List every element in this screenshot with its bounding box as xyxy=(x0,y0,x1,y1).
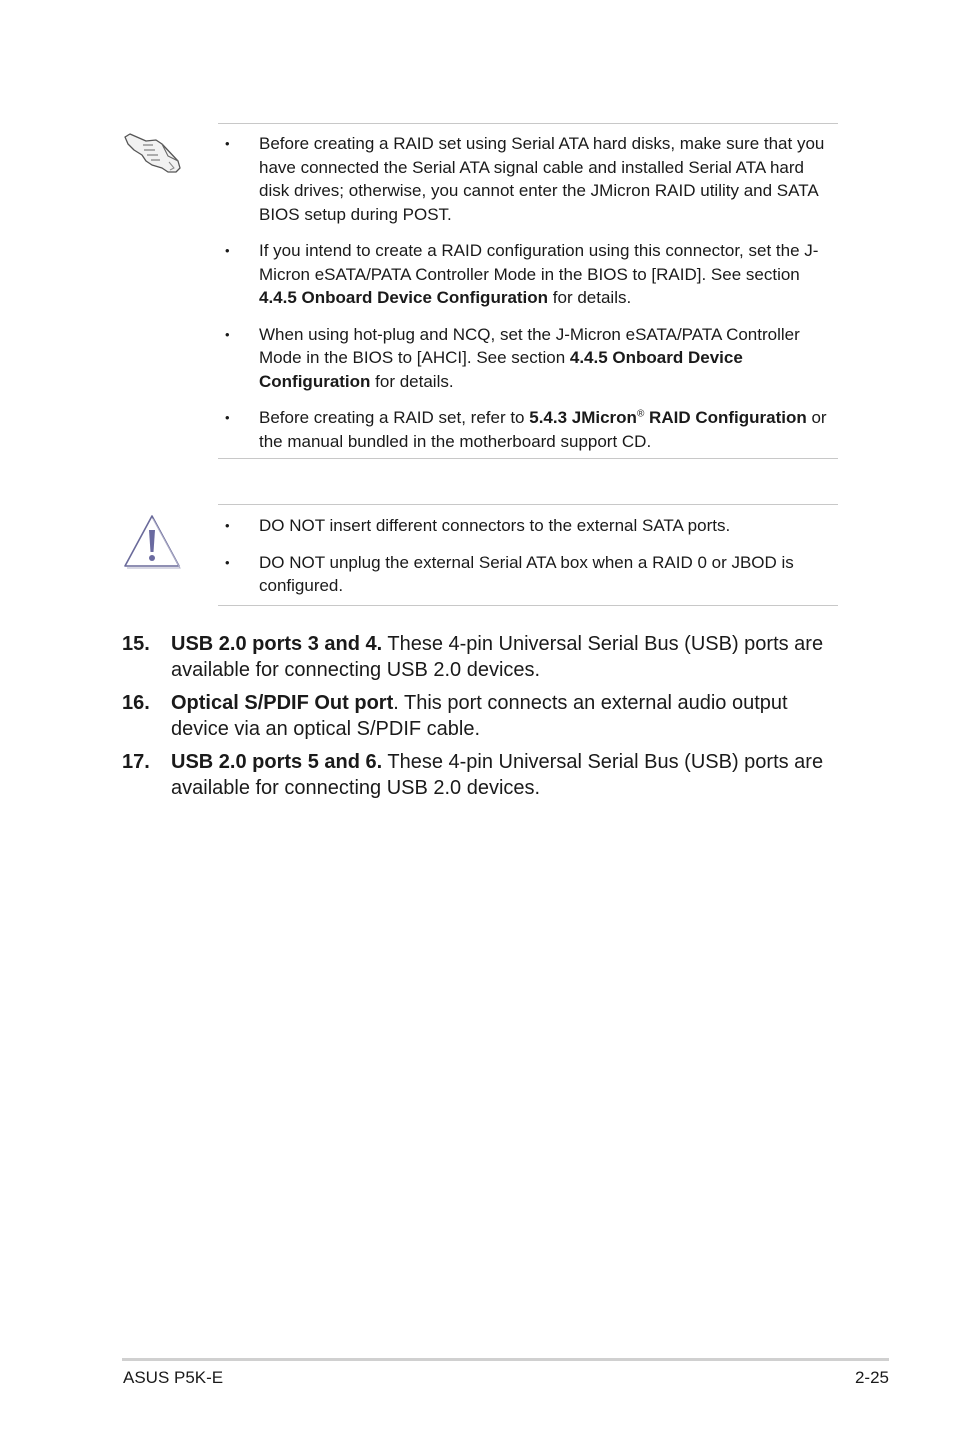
item-number: 16. xyxy=(122,692,150,714)
text-run: These 4-pin Universal Serial Bus (USB) ports are available for connecting USB 2.0 devices. xyxy=(171,633,824,681)
text-run: or the manual bundled in the motherboard support CD. xyxy=(259,408,827,451)
bold-run: 4.4.5 Onboard Device Configuration xyxy=(259,288,549,307)
note-bullet-4-text xyxy=(259,408,827,451)
warning-bullet-2-text xyxy=(259,553,794,596)
note-box xyxy=(218,123,838,459)
text-run: If you intend to create a RAID configuration using this connector, set the J-Micron eSATA/PATA Controller Mode in the BIOS to [RAID]. See section xyxy=(259,241,819,284)
superscript-run: ® xyxy=(636,408,645,420)
warning-box xyxy=(218,504,838,606)
note-bullet-2: • If you intend to create a RAID configuration using this connector, set the J-Micron eSATA/PATA Controller Mode in the BIOS to [RAID]. See section 4.4.5 Onboard Device Configuration for details. xyxy=(225,241,819,307)
text-run: for details. xyxy=(370,371,454,391)
warning-bullet-1: • DO NOT insert different connectors to the external SATA ports. xyxy=(225,516,731,535)
footer-product-name: ASUS P5K-E xyxy=(123,1368,224,1387)
text-run: for details. xyxy=(548,288,632,307)
note-bullet-list xyxy=(218,132,838,466)
text-run: Before creating a RAID set using Serial ATA hard disks, make sure that you have connected the Serial ATA signal cable and installed Serial ATA hard disk drives; otherwise, you cannot enter the JMicron RAID utility and SATA BIOS setup during POST. xyxy=(259,134,825,224)
list-item-16 xyxy=(122,690,842,742)
item-number: 15. xyxy=(122,633,150,655)
text-run: These 4-pin Universal Serial Bus (USB) ports are available for connecting USB 2.0 devices. xyxy=(171,751,824,799)
list-item-17 xyxy=(122,749,842,801)
warning-triangle-icon xyxy=(122,512,182,570)
text-run: Before creating a RAID set, refer to xyxy=(259,408,530,427)
numbered-list xyxy=(122,631,842,808)
warning-bullet-2: • DO NOT unplug the external Serial ATA box when a RAID 0 or JBOD is configured. xyxy=(225,552,794,595)
warning-bullet-1-text xyxy=(259,516,730,535)
item-text xyxy=(171,633,823,681)
note-bullet-3: • When using hot-plug and NCQ, set the J-Micron eSATA/PATA Controller Mode in the BIOS to [AHCI]. See section 4.4.5 Onboard Device Configuration for details. xyxy=(225,324,800,391)
bold-run: USB 2.0 ports 5 and 6. xyxy=(171,751,383,773)
pointing-hand-icon xyxy=(122,128,184,176)
text-run: DO NOT unplug the external Serial ATA box when a RAID 0 or JBOD is configured. xyxy=(259,552,794,595)
footer-divider xyxy=(122,1358,889,1361)
text-run: DO NOT insert different connectors to the external SATA ports. xyxy=(259,516,731,535)
item-text xyxy=(171,751,823,799)
note-bullet-4: • Before creating a RAID set, refer to 5.4.3 JMicron® RAID Configuration or the manual bundled in the motherboard support CD. xyxy=(225,408,827,451)
item-text xyxy=(171,692,788,740)
warning-bullet-list xyxy=(218,514,838,611)
note-bullet-1-text xyxy=(259,134,824,224)
footer-page-number: 2-25 xyxy=(854,1368,889,1387)
text-run: When using hot-plug and NCQ, set the J-Micron eSATA/PATA Controller Mode in the BIOS to [AHCI]. See section xyxy=(259,324,800,367)
list-item-15 xyxy=(122,631,842,683)
bold-run: 4.4.5 Onboard Device Configuration xyxy=(259,348,743,391)
bold-run: USB 2.0 ports 3 and 4. xyxy=(171,633,383,655)
item-number: 17. xyxy=(122,751,150,773)
bold-run: 5.4.3 JMicron xyxy=(529,408,637,427)
note-bullet-3-text xyxy=(259,325,800,391)
note-bullet-2-text xyxy=(259,241,818,307)
bold-run: RAID Configuration xyxy=(644,408,807,427)
text-run: . This port connects an external audio output device via an optical S/PDIF cable. xyxy=(171,692,788,740)
note-bullet-1: • Before creating a RAID set using Serial ATA hard disks, make sure that you have connected the Serial ATA signal cable and installed Serial ATA hard disk drives; otherwise, you cannot enter the JMicron RAID utility and SATA BIOS setup during POST. xyxy=(225,134,825,224)
bold-run: Optical S/PDIF Out port xyxy=(171,692,394,714)
